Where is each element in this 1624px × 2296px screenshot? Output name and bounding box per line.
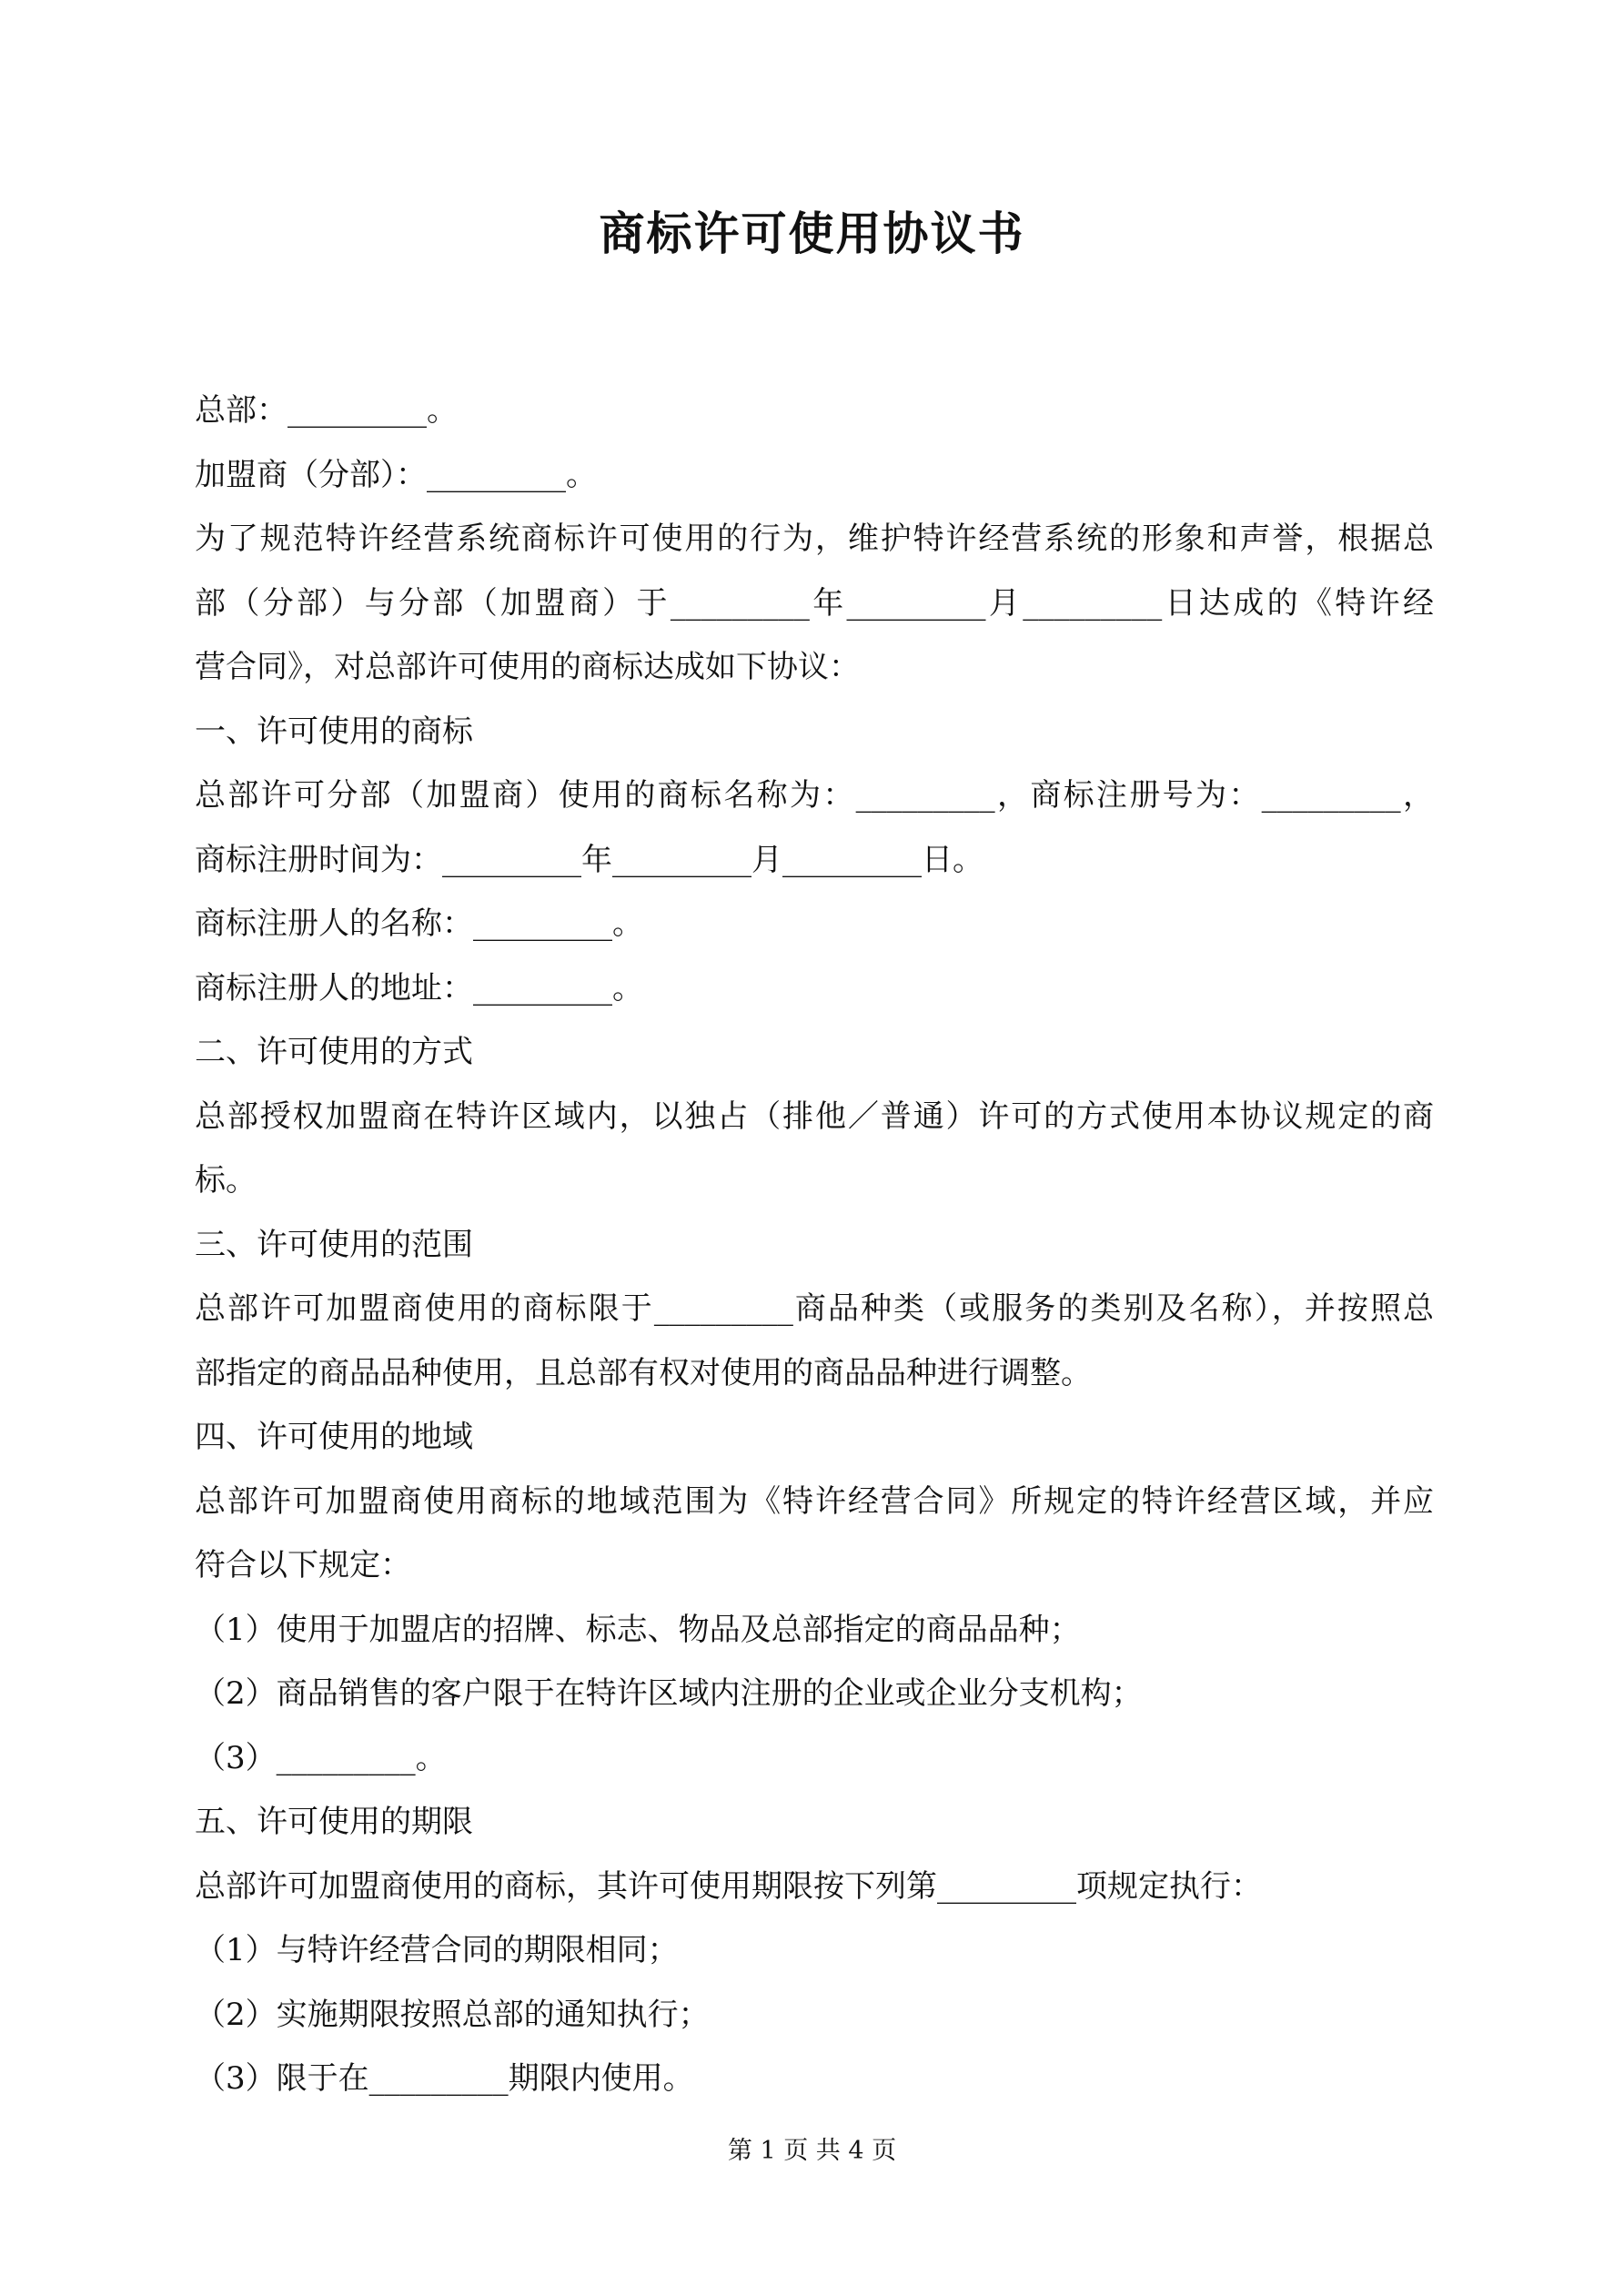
paragraph-line: 商标注册人的名称：_________。 (195, 905, 643, 942)
paragraph-line: 标。 (195, 1162, 257, 1199)
list-item: （1）与特许经营合同的期限相同； (195, 1932, 679, 1968)
section-heading: 一、许可使用的商标 (195, 713, 473, 750)
paragraph-line: 总部许可加盟商使用的商标限于_________商品种类（或服务的类别及名称），并按照总 (195, 1290, 1434, 1327)
section-heading: 五、许可使用的期限 (195, 1804, 473, 1840)
preamble-line: 为了规范特许经营系统商标许可使用的行为，维护特许经营系统的形象和声誉，根据总 (195, 521, 1434, 557)
list-item: （2）商品销售的客户限于在特许区域内注册的企业或企业分支机构； (195, 1675, 1143, 1712)
paragraph-line: 商标注册人的地址：_________。 (195, 969, 643, 1006)
paragraph-line: 符合以下规定： (195, 1547, 411, 1583)
franchisee-line: 加盟商（分部）：_________。 (195, 456, 597, 493)
list-item: （3）限于在_________期限内使用。 (195, 2060, 694, 2097)
list-item: （3）_________。 (195, 1739, 447, 1776)
paragraph-line: 总部授权加盟商在特许区域内，以独占（排他／普通）许可的方式使用本协议规定的商 (195, 1097, 1434, 1135)
preamble-line: 营合同》，对总部许可使用的商标达成如下协议： (195, 649, 860, 685)
paragraph-line: 总部许可加盟商使用的商标，其许可使用期限按下列第_________项规定执行： (195, 1867, 1262, 1905)
page-number: 第 1 页 共 4 页 (727, 2137, 897, 2165)
list-item: （1）使用于加盟店的招牌、标志、物品及总部指定的商品品种； (195, 1611, 1081, 1648)
list-item: （2）实施期限按照总部的通知执行； (195, 1996, 710, 2033)
paragraph-line: 部指定的商品品种使用，且总部有权对使用的商品品种进行调整。 (195, 1354, 1092, 1391)
section-heading: 四、许可使用的地域 (195, 1419, 473, 1455)
paragraph-line: 总部许可加盟商使用商标的地域范围为《特许经营合同》所规定的特许经营区域，并应 (195, 1482, 1434, 1520)
section-heading: 三、许可使用的范围 (195, 1226, 473, 1263)
document-title: 商标许可使用协议书 (599, 207, 1025, 260)
section-heading: 二、许可使用的方式 (195, 1034, 473, 1070)
document-body (195, 379, 1434, 2111)
paragraph-line: 商标注册时间为：_________年_________月_________日。 (195, 841, 983, 878)
hq-line: 总部：_________。 (195, 392, 458, 429)
paragraph-line: 总部许可分部（加盟商）使用的商标名称为：_________，商标注册号为：_________， (195, 777, 1434, 814)
preamble-line: 部（分部）与分部（加盟商）于_________年_________月_________日达成的《特许经 (195, 584, 1434, 622)
